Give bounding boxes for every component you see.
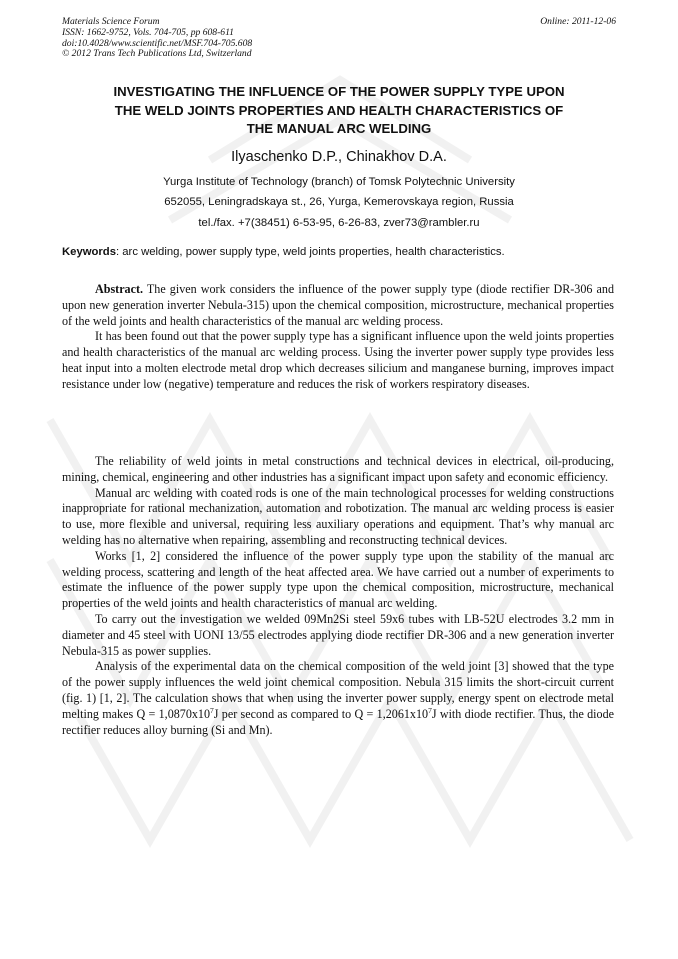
abstract-paragraph: It has been found out that the power supply type has a significant influence upon the weld joints properties and health characteristics of the manual arc welding process. Using the inverter power supply type provides less heat input into a molten electrode metal drop which decreases silicium and manganese burning, improves impact resistance under low (negative) temperature and reduces the risk of workers respiratory diseases. (62, 329, 614, 391)
authors: Ilyaschenko D.P., Chinakhov D.A. (231, 149, 447, 165)
title-line: THE WELD JOINTS PROPERTIES AND HEALTH CHARACTERISTICS OF (114, 102, 564, 118)
abstract-section (62, 282, 614, 393)
keywords-label: Keywords (62, 246, 116, 258)
body-section (62, 454, 614, 738)
abstract-label: Abstract. (95, 282, 144, 296)
abstract-paragraph: Abstract. The given work considers the influence of the power supply type (diode rectifier DR-306 and upon new generation inverter Nebula-315) upon the chemical composition, microstructure, mechanical properties of the weld joints and health characteristics of the manual arc welding process. (62, 282, 614, 328)
copyright-line: © 2012 Trans Tech Publications Ltd, Switzerland (62, 48, 252, 60)
affiliation-institute: Yurga Institute of Technology (branch) of Tomsk Polytechnic University (163, 176, 515, 188)
paper-title (62, 83, 616, 139)
affiliation-contact: tel./fax. +7(38451) 6-53-95, 6-26-83, zver73@rambler.ru (198, 217, 480, 229)
affiliation-address: 652055, Leningradskaya st., 26, Yurga, Kemerovskaya region, Russia (164, 196, 514, 208)
issn-line: ISSN: 1662-9752, Vols. 704-705, pp 608-611 (62, 26, 234, 38)
journal-name: Materials Science Forum (62, 16, 160, 27)
title-line: INVESTIGATING THE INFLUENCE OF THE POWER SUPPLY TYPE UPON (113, 84, 565, 99)
journal-header (62, 17, 616, 60)
doi-line: doi:10.4028/www.scientific.net/MSF.704-705.608 (62, 37, 253, 49)
body-paragraph: Manual arc welding with coated rods is one of the main technological processes for welding constructions inappropriate for rational mechanization, automation and robotization. The manual arc welding process is easier to use, more flexible and universal, requiring less auxiliary operations and equipment. That’s why manual arc welding has no alternative when repairing, assembling and reconstructing technical devices. (62, 485, 614, 547)
keywords-line (62, 245, 622, 259)
body-paragraph: Works [1, 2] considered the influence of the power supply type upon the stability of the manual arc welding process, scattering and length of the heat affected area. We have carried out a number of experiments to estimate the influence of the power supply type upon the chemical composition, microstructure, mechanical properties of the weld joints and health characteristics of manual arc welding. (62, 548, 614, 611)
exponent: 7 (210, 705, 214, 715)
body-paragraph: Analysis of the experimental data on the chemical composition of the weld joint [3] showed that the type of the power supply influences the weld joint chemical composition. Nebula 315 limits the short-circuit current (fig. 1) [1, 2]. The calculation shows that when using the inverter power supply, energy spent on electrode metal melting makes $Q = 1,0870x10^7J$ per second as compared to $Q = 1,2061x10^7J$ with diode rectifier. Thus, the diode rectifier reduces alloy burning (Si and Mn). (62, 659, 614, 737)
body-paragraph: To carry out the investigation we welded 09Mn2Si steel 59x6 tubes with LB-52U electrodes 3.2 mm in diameter and 45 steel with UONI 13/55 electrodes applying diode rectifier DR-306 and a new generation inverter Nebula-315 as power supplies. (62, 611, 614, 658)
online-date: Online: 2011-12-06 (540, 16, 616, 27)
exponent: 7 (428, 705, 432, 715)
body-paragraph: The reliability of weld joints in metal constructions and technical devices in electrical, oil-producing, mining, chemical, engineering and other industries has a significant impact upon safety and economic efficiency. (62, 454, 614, 484)
title-line: THE MANUAL ARC WELDING (246, 121, 432, 137)
keywords-text: : arc welding, power supply type, weld joints properties, health characteristics. (116, 246, 505, 258)
